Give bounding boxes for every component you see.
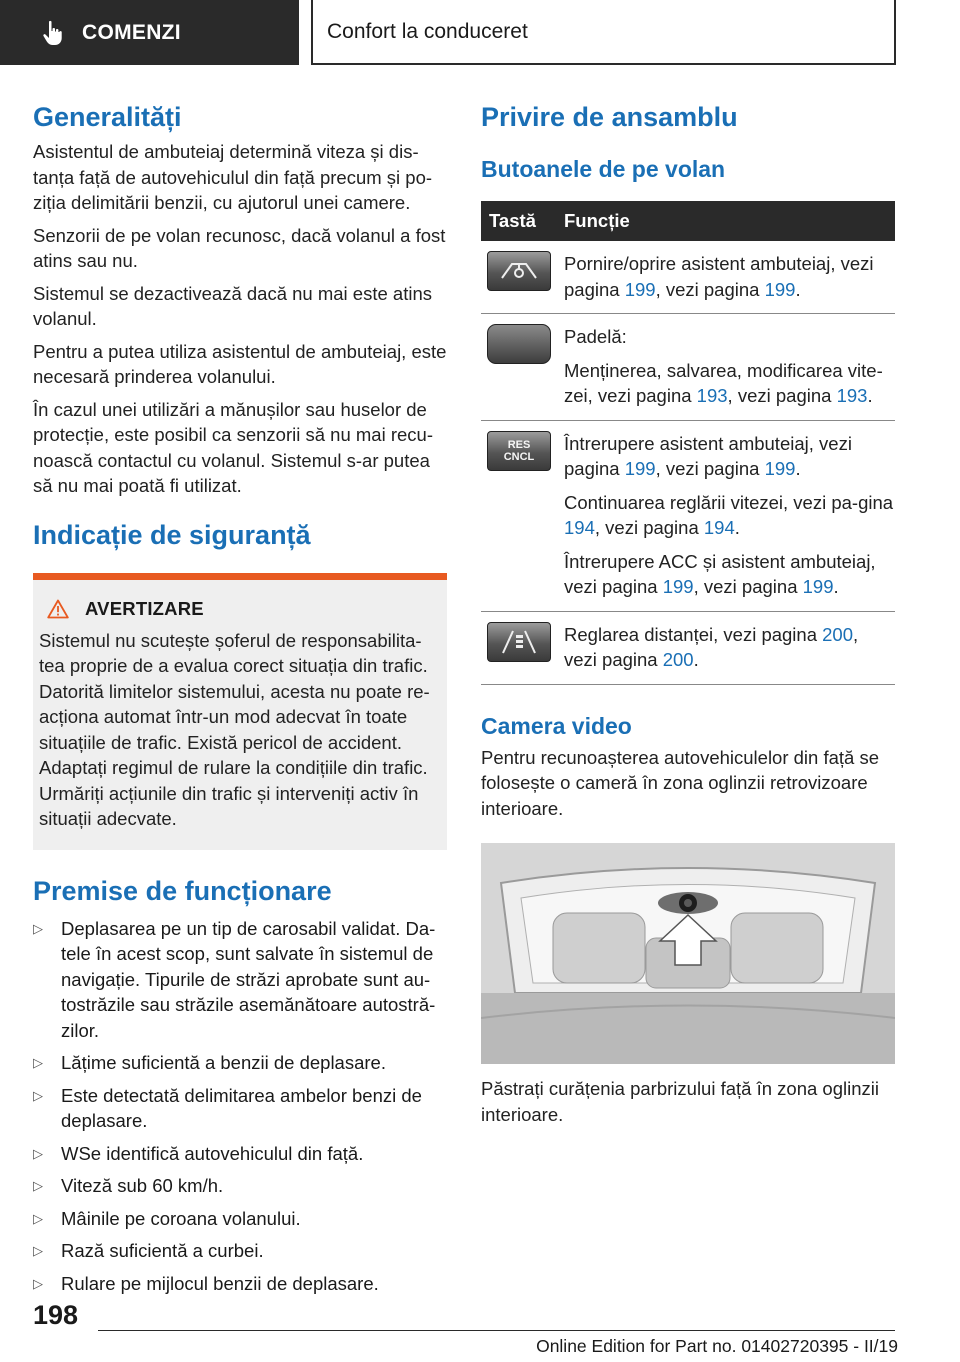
buttons-table <box>481 201 895 685</box>
heading-general: Generalități <box>33 102 182 132</box>
page-link[interactable]: 193 <box>836 385 868 406</box>
page-link[interactable]: 199 <box>624 278 656 300</box>
general-paragraph: Pentru a putea utiliza asistentul de ambuteiaj, este necesară prinderea volanului. <box>33 340 447 387</box>
bullet-arrow-icon: ▷ <box>33 1178 43 1193</box>
section-title: Confort la conduceret <box>311 0 896 65</box>
right-column <box>481 100 895 1127</box>
premise-item-text: Mâinile pe coroana volanului. <box>61 1207 301 1229</box>
general-paragraph: În cazul unei utilizări a mănușilor sau huselor de protecție, este posibil ca senzorii să nu mai recu-noască contactul cu volanul. Sistemul s-ar putea să nu mai poată fi utilizat. <box>33 398 433 496</box>
bullet-arrow-icon: ▷ <box>33 1275 43 1291</box>
table-row <box>481 611 895 684</box>
general-paragraph: Senzorii de pe volan recunosc, dacă volanul a fost atins sau nu. <box>33 224 446 271</box>
bullet-arrow-icon: ▷ <box>33 1210 43 1226</box>
function-text-part: . <box>867 385 873 406</box>
function-text-part: Întrerupere ACC și asistent ambuteiaj, vezi pagina <box>564 550 876 597</box>
page-link[interactable]: 194 <box>564 517 595 538</box>
premise-item <box>33 1050 447 1076</box>
table-row <box>481 420 895 611</box>
function-text <box>564 622 895 673</box>
function-text-part: Continuarea reglării vitezei, vezi pa-gina <box>564 491 894 513</box>
premise-item <box>33 1238 447 1264</box>
function-text-part: , vezi pagina <box>564 623 859 670</box>
distance-key-icon <box>487 622 551 662</box>
warning-text: Sistemul nu scutește șoferul de responsabilita-tea proprie de a evalua corect situația din trafic. Datorită limitelor sistemului, acesta nu poate re-acționa automat într-un mod adecvat în toate situațiile de trafic. Există pericol de accident. Adaptați regimul de rulare la condițiile din trafic. Urmăriți acțiunile din trafic și interveniți activ în situații adecvate. <box>39 629 430 829</box>
res-cncl-key-icon: RES CNCL <box>487 431 551 471</box>
table-header-key: Tastă <box>481 201 564 241</box>
premise-item-text: WSe identifică autovehiculul din față. <box>61 1142 364 1164</box>
premise-item-text: Deplasarea pe un tip de carosabil validat. Da-tele în acest scop, sunt salvate în sistemul de navigație. Tipurile de străzi aprobate sunt au-tostrăzile sau străzile asemănătoare autostră-zilor. <box>61 917 436 1041</box>
premise-item <box>33 1271 447 1297</box>
heading-overview: Privire de ansamblu <box>481 102 738 132</box>
premise-item-text: Rază suficientă a curbei. <box>61 1240 264 1261</box>
function-text-part: , vezi pagina <box>655 458 765 479</box>
function-text <box>564 251 895 302</box>
function-text-part: Padelă: <box>564 326 627 347</box>
general-paragraphs <box>33 139 447 499</box>
warning-box <box>33 573 447 850</box>
premise-item <box>33 1206 447 1232</box>
chapter-tab[interactable] <box>0 0 299 65</box>
footer-divider <box>98 1330 895 1331</box>
left-column <box>33 100 447 1303</box>
general-paragraph: Sistemul se dezactivează dacă nu mai este atins volanul. <box>33 282 432 329</box>
page-link[interactable]: 199 <box>624 458 656 479</box>
camera-location-image <box>481 843 895 1064</box>
function-text-part: , vezi pagina <box>594 517 704 538</box>
chapter-tab-label: COMENZI <box>82 20 181 44</box>
hand-pointer-icon <box>42 20 64 46</box>
heading-premise: Premise de funcționare <box>33 875 332 906</box>
premise-item <box>33 1141 447 1167</box>
premise-list <box>33 916 447 1297</box>
function-text <box>564 358 895 409</box>
premise-item <box>33 1083 447 1134</box>
table-header-function: Funcție <box>564 201 895 241</box>
page-link[interactable]: 199 <box>764 458 796 479</box>
page-number: 198 <box>33 1300 79 1330</box>
function-text-part: , vezi pagina <box>655 278 765 300</box>
function-text-part: Menținerea, salvarea, modificarea vite-zei, vezi pagina <box>564 359 883 406</box>
clean-paragraph: Păstrați curățenia parbrizului față în zona oglinzii interioare. <box>481 1078 879 1125</box>
page-link[interactable]: 199 <box>764 278 796 300</box>
function-text-part: Întrerupere asistent ambuteiaj, vezi pagina <box>564 432 852 479</box>
function-text-part: . <box>795 458 801 479</box>
heading-camera: Camera video <box>481 712 632 739</box>
page-link[interactable]: 194 <box>703 517 735 538</box>
function-text-part: Pornire/oprire asistent ambuteiaj, vezi pagina <box>564 253 874 300</box>
steering-assist-key-icon <box>487 251 551 291</box>
bullet-arrow-icon: ▷ <box>33 920 43 936</box>
bullet-arrow-icon: ▷ <box>33 1243 43 1258</box>
car-interior-illustration <box>481 843 895 1064</box>
page-link[interactable]: 200 <box>662 649 694 670</box>
page-link[interactable]: 199 <box>802 576 834 597</box>
bullet-arrow-icon: ▷ <box>33 1087 43 1103</box>
page-link[interactable]: 200 <box>822 623 854 645</box>
premise-item-text: Viteză sub 60 km/h. <box>61 1175 224 1196</box>
premise-item <box>33 916 447 1044</box>
page-link[interactable]: 199 <box>662 576 694 597</box>
function-text <box>564 431 895 482</box>
bullet-arrow-icon: ▷ <box>33 1145 43 1161</box>
warning-title: AVERTIZARE <box>85 597 204 619</box>
premise-item <box>33 1173 447 1199</box>
bullet-arrow-icon: ▷ <box>33 1055 43 1070</box>
warning-triangle-icon <box>47 599 69 619</box>
premise-item-text: Lățime suficientă a benzii de deplasare. <box>61 1052 386 1073</box>
table-row <box>481 314 895 421</box>
premise-item-text: Este detectată delimitarea ambelor benzi de deplasare. <box>61 1084 422 1131</box>
function-text-part: . <box>795 278 801 300</box>
general-paragraph: Asistentul de ambuteiaj determină viteza și dis-tanța față de autovehiculul din față precum și po-ziția delimitării benzii, cu ajutorul unei camere. <box>33 141 433 213</box>
premise-item-text: Rulare pe mijlocul benzii de deplasare. <box>61 1272 379 1294</box>
function-text-part: . <box>833 576 839 597</box>
function-text-part: . <box>734 517 740 538</box>
function-text-part: Reglarea distanței, vezi pagina <box>564 623 823 645</box>
paddle-key-icon <box>487 324 551 364</box>
function-text-part: , vezi pagina <box>693 576 803 597</box>
table-row <box>481 241 895 314</box>
function-text-part: , vezi pagina <box>727 385 837 406</box>
function-text-part: . <box>693 649 699 670</box>
heading-safety: Indicație de siguranță <box>33 519 311 550</box>
footer-edition: Online Edition for Part no. 01402720395 - II/19 <box>536 1336 898 1356</box>
camera-paragraph: Pentru recunoașterea autovehiculelor din față se folosește o cameră în zona oglinzii retrovizoare interioare. <box>481 746 880 819</box>
function-text <box>564 549 895 600</box>
function-text <box>564 324 895 350</box>
function-text <box>564 490 895 541</box>
heading-buttons: Butoanele de pe volan <box>481 156 726 182</box>
page-link[interactable]: 193 <box>696 385 728 406</box>
